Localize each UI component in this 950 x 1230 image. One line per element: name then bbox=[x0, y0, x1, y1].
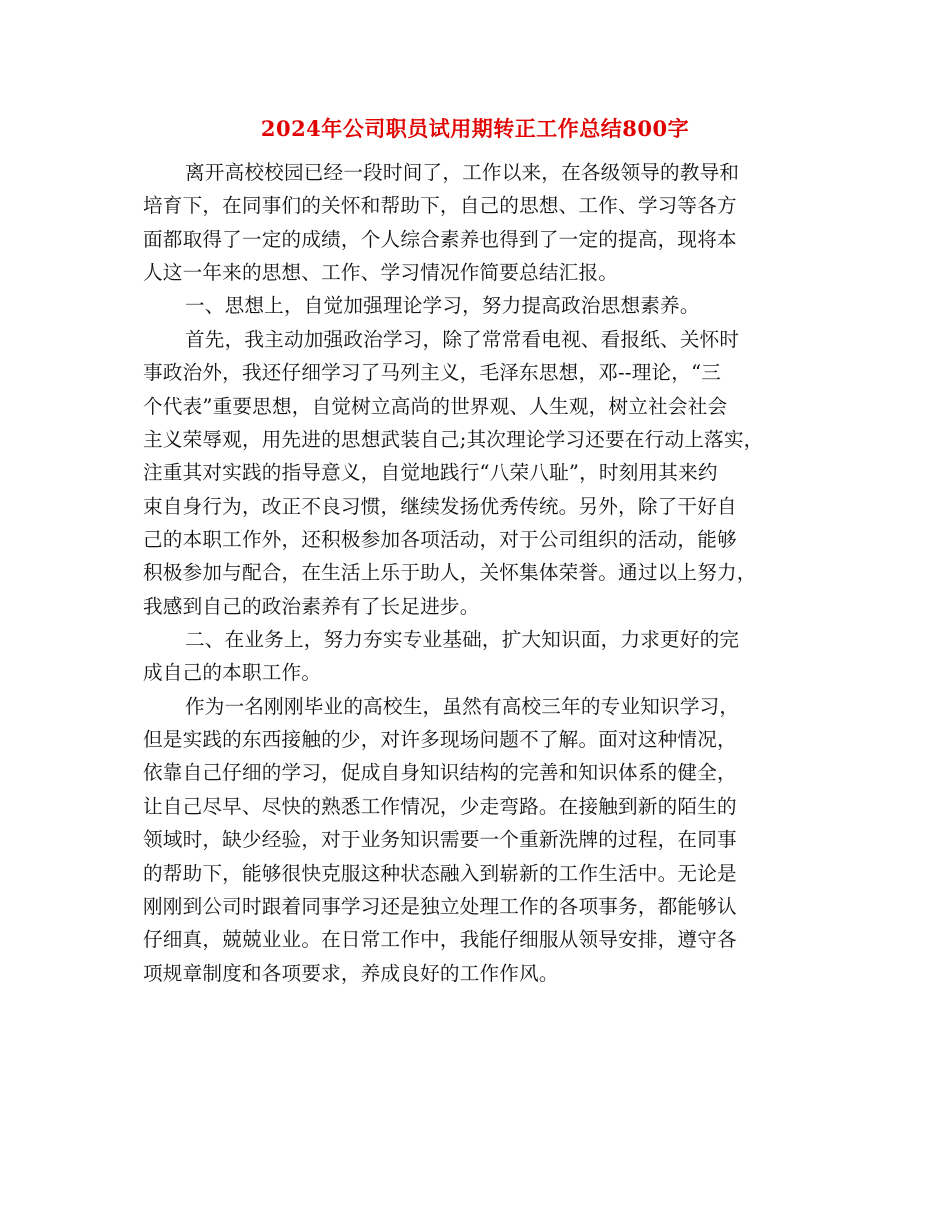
paragraph-line: 仔细真，兢兢业业。在日常工作中，我能仔细服从领导安排，遵守各 bbox=[143, 928, 737, 952]
paragraph-line: 的帮助下，能够很快克服这种状态融入到崭新的工作生活中。无论是 bbox=[143, 861, 737, 885]
paragraph-line: 面都取得了一定的成绩，个人综合素养也得到了一定的提高，现将本 bbox=[143, 227, 737, 251]
paragraph-line: 培育下，在同事们的关怀和帮助下，自己的思想、工作、学习等各方 bbox=[143, 194, 737, 218]
paragraph-line: 束自身行为，改正不良习惯，继续发扬优秀传统。另外，除了干好自 bbox=[143, 494, 737, 518]
document-body bbox=[143, 156, 803, 990]
paragraph-line: 作为一名刚刚毕业的高校生，虽然有高校三年的专业知识学习， bbox=[185, 694, 740, 718]
paragraph-line: 积极参加与配合，在生活上乐于助人，关怀集体荣誉。通过以上努力， bbox=[143, 561, 757, 585]
paragraph-line: 首先，我主动加强政治学习，除了常常看电视、看报纸、关怀时 bbox=[185, 327, 740, 351]
paragraph-line: 主义荣辱观，用先进的思想武装自己;其次理论学习还要在行动上落实， bbox=[143, 427, 764, 451]
paragraph-line: 个代表”重要思想，自觉树立高尚的世界观、人生观，树立社会社会 bbox=[143, 394, 728, 418]
paragraph-line: 注重其对实践的指导意义，自觉地践行“八荣八耻”，时刻用其来约 bbox=[143, 461, 718, 485]
paragraph-line: 离开高校校园已经一段时间了，工作以来，在各级领导的教导和 bbox=[185, 161, 740, 184]
document-title: 2024年公司职员试用期转正工作总结800字 bbox=[260, 116, 690, 141]
paragraph-line: 项规章制度和各项要求，养成良好的工作作风。 bbox=[143, 961, 559, 985]
section-heading-2: 二、在业务上，努力夯实专业基础，扩大知识面，力求更好的完 bbox=[185, 628, 740, 652]
paragraph-line: 人这一年来的思想、工作、学习情况作简要总结汇报。 bbox=[143, 261, 619, 285]
paragraph-line: 己的本职工作外，还积极参加各项活动，对于公司组织的活动，能够 bbox=[143, 527, 737, 551]
section-heading-1: 一、思想上，自觉加强理论学习，努力提高政治思想素养。 bbox=[185, 294, 700, 318]
paragraph-line: 事政治外，我还仔细学习了马列主义，毛泽东思想，邓--理论，“三 bbox=[143, 361, 722, 385]
paragraph-line: 我感到自己的政治素养有了长足进步。 bbox=[143, 594, 480, 618]
paragraph-line: 依靠自己仔细的学习，促成自身知识结构的完善和知识体系的健全， bbox=[143, 761, 737, 785]
paragraph-line: 成自己的本职工作。 bbox=[143, 661, 322, 685]
paragraph-line: 让自己尽早、尽快的熟悉工作情况，少走弯路。在接触到新的陌生的 bbox=[143, 794, 737, 818]
paragraph-line: 刚刚到公司时跟着同事学习还是独立处理工作的各项事务，都能够认 bbox=[143, 894, 737, 918]
paragraph-line: 但是实践的东西接触的少，对许多现场问题不了解。面对这种情况， bbox=[143, 728, 737, 752]
paragraph-line: 领域时，缺少经验，对于业务知识需要一个重新洗牌的过程，在同事 bbox=[143, 828, 737, 852]
